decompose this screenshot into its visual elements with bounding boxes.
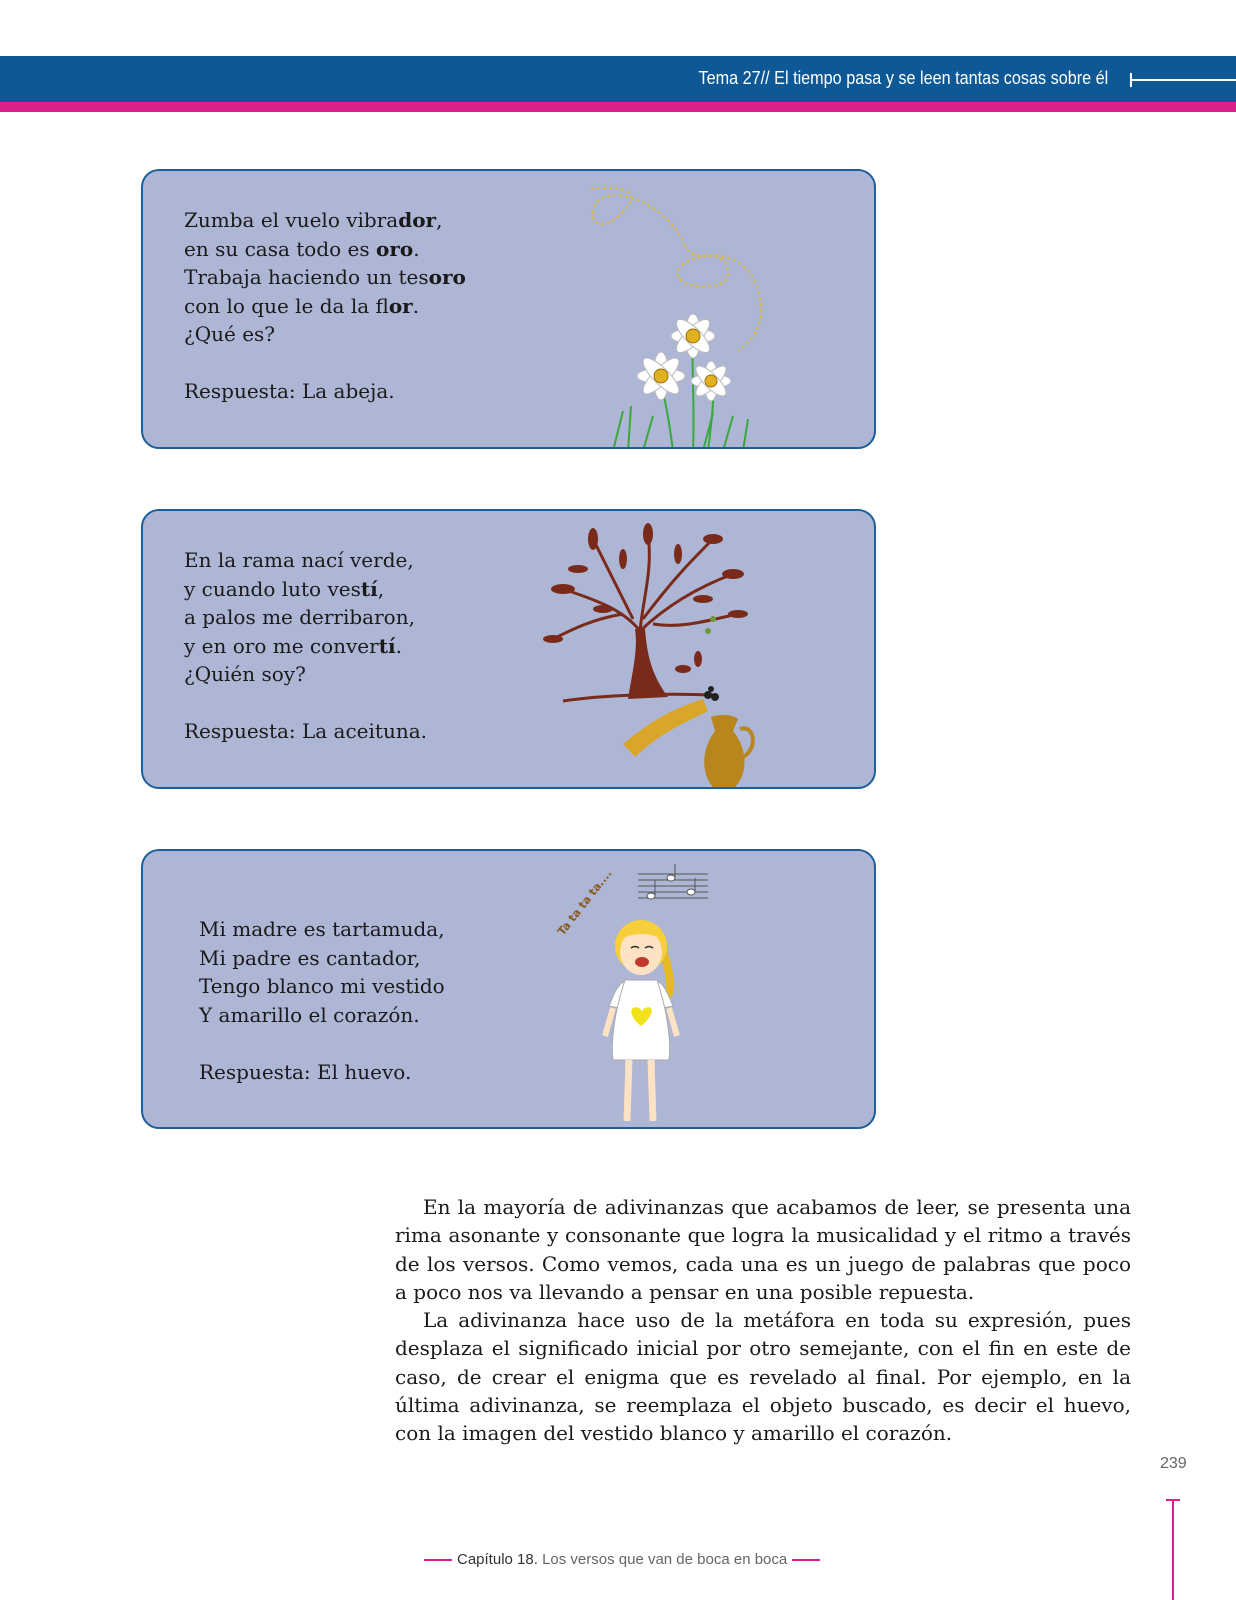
riddle-answer: Respuesta: El huevo. [199,1059,412,1084]
body-paragraph: La adivinanza hace uso de la metáfora en toda su expresión, pues desplaza el significado inicial por otro semejante, con el fin en este de caso, de crear el enigma que es revelado al final. Por ejemplo, en la última adivinanza, se reemplaza el objeto buscado, es decir el huevo, con la imagen del vestido blanco y amarillo el corazón. [395,1308,1131,1446]
riddle-line: Mi madre es tartamuda, [199,917,445,941]
header-title: Tema 27// El tiempo pasa y se leen tantas cosas sobre él [698,68,1108,88]
riddle-line: ¿Quién soy? [184,662,306,686]
body-text [395,1193,1131,1448]
daisy-flower-icon [671,314,715,358]
riddle-line: En la rama nací verde, [184,548,414,572]
riddle-line: con lo que le da la flor. [184,293,420,318]
riddle-answer: Respuesta: La abeja. [184,379,395,403]
page-number: 239 [1160,1455,1187,1472]
riddle-answer: Respuesta: La aceituna. [184,719,427,743]
footer-chapter: Capítulo 18. [457,1551,538,1568]
riddle-text [184,206,466,406]
daisy-flower-icon [637,352,685,400]
footer-chapter-title: Los versos que van de boca en boca [542,1551,788,1568]
olive-tree-jug-illustration [543,519,773,787]
illustration-sound-text: Ta ta ta ta.... [555,866,615,938]
body-paragraph: En la mayoría de adivinanzas que acabamos de leer, se presenta una rima asonante y consonante que logra la musicalidad y el ritmo a través de los versos. Como vemos, cada una es un juego de palabras que poco a poco nos va llevando a pensar en una posible repuesta. [395,1195,1131,1304]
riddle-card-bee [141,169,876,449]
riddle-line: Trabaja haciendo un tesoro [184,265,466,289]
footer [424,1551,820,1568]
riddle-card-egg [141,849,876,1129]
singing-girl-illustration [543,856,743,1128]
riddle-spacer [199,1029,445,1058]
riddle-line: Mi padre es cantador, [199,945,421,970]
riddle-spacer [184,689,427,718]
side-line [1172,1500,1174,1600]
riddle-line: a palos me derribaron, [184,605,415,629]
riddle-line: Zumba el vuelo vibrador, [184,208,443,232]
riddle-line: Tengo blanco mi vestido [199,974,445,998]
riddle-line: Y amarillo el corazón. [199,1002,420,1027]
riddle-card-olive [141,509,876,789]
riddle-line: y en oro me convertí. [184,633,402,658]
header-line [1130,79,1236,81]
header-accent-stripe [0,102,1236,112]
riddle-text [199,915,445,1086]
footer-left-bar [424,1559,452,1561]
riddle-line: ¿Qué es? [184,322,276,346]
girl-icon [605,920,677,1121]
riddle-spacer [184,349,466,378]
jug-icon [704,715,753,787]
daisy-flower-icon [691,361,731,401]
riddle-text [184,546,427,746]
olive-tree-icon [543,523,748,701]
footer-right-bar [792,1559,820,1561]
riddle-line: y cuando luto vestí, [184,576,385,601]
riddle-line: en su casa todo es oro. [184,236,420,261]
music-notes-icon [638,864,708,899]
daisies-bee-path-illustration [583,181,783,449]
